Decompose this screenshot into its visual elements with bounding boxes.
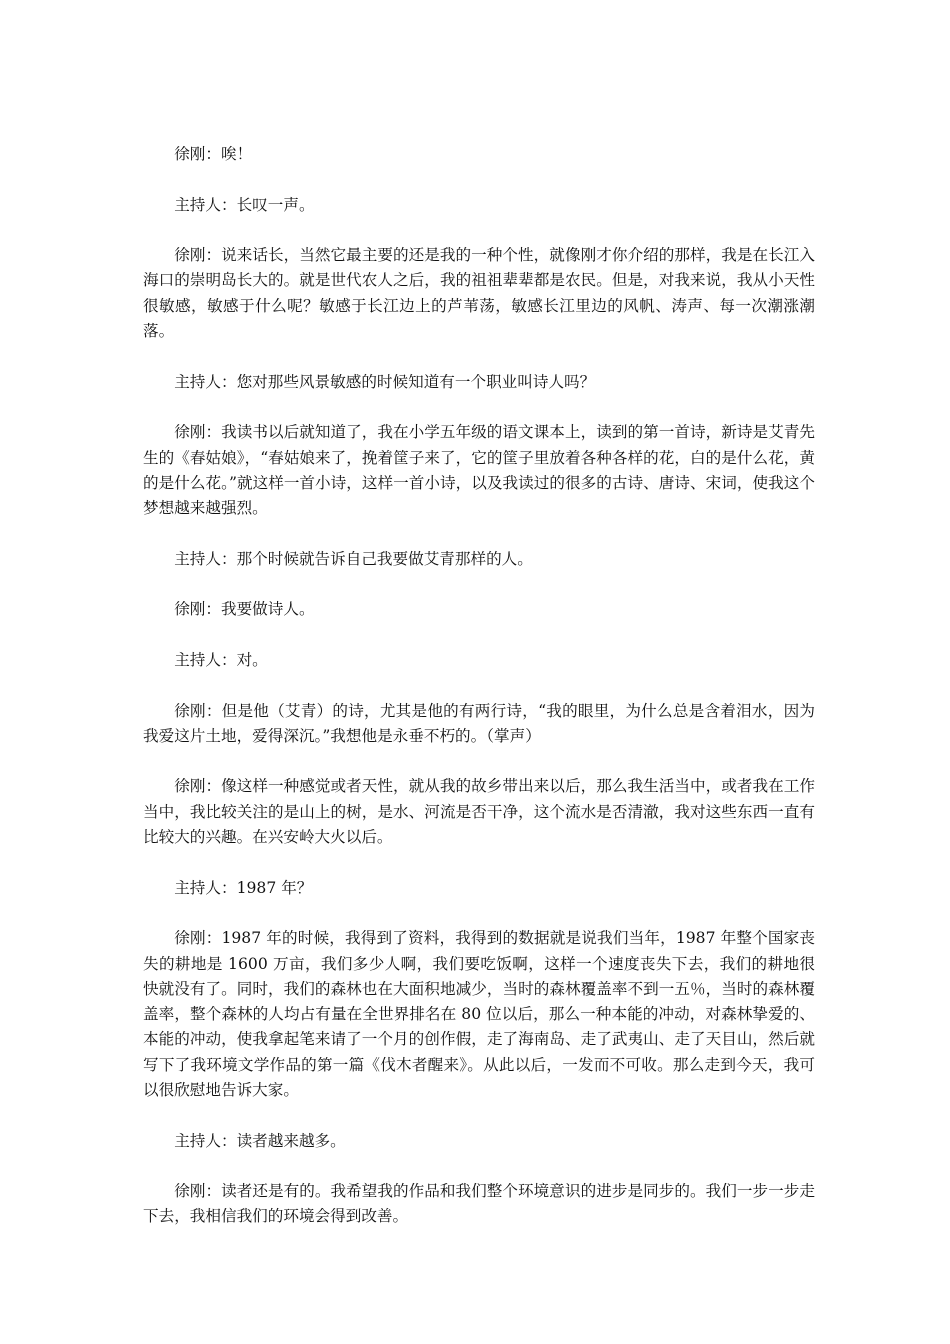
paragraph-4: 主持人：您对那些风景敏感的时候知道有一个职业叫诗人吗？ (174, 372, 596, 391)
paragraph-1: 徐刚：唉！ (174, 145, 253, 163)
paragraph-6: 主持人：那个时候就告诉自己我要做艾青那样的人。 (174, 549, 533, 568)
paragraph-2: 主持人：长叹一声。 (174, 195, 315, 214)
document-body (143, 142, 815, 1255)
paragraph-12: 徐刚：1987 年的时候，我得到了资料，我得到的数据就是说我们当年，1987 年整个国家丧失的耕地是 1600 万亩，我们多少人啊，我们要吃饭啊，这样一个速度丧失下去，我们的耕地很快就没有了。同时，我们的森林也在大面积地减少，当时的森林覆盖率不到一五％，当时的森林覆盖率，整个森林的人均占有量在全世界排名在 80 位以后，那么一种本能的冲动，对森林挚爱的、本能的冲动，使我拿起笔来请了一个月的创作假，走了海南岛、走了武夷山、走了天目山，然后就写下了我环境文学作品的第一篇《伐木者醒来》。从此以后，一发而不可收。那么走到今天，我可以很欣慰地告诉大家。 (143, 929, 815, 1099)
paragraph-8: 主持人：对。 (174, 650, 268, 669)
paragraph-13: 主持人：读者越来越多。 (174, 1131, 346, 1150)
paragraph-5: 徐刚：我读书以后就知道了，我在小学五年级的语文课本上，读到的第一首诗，新诗是艾青先生的《春姑娘》，“春姑娘来了，挽着筐子来了，它的筐子里放着各种各样的花，白的是什么花，黄的是什么花。”就这样一首小诗，这样一首小诗，以及我读过的很多的古诗、唐诗、宋词，使我这个梦想越来越强烈。 (143, 423, 815, 518)
paragraph-9: 徐刚：但是他（艾青）的诗，尤其是他的有两行诗，“我的眼里，为什么总是含着泪水，因为我爱这片土地，爱得深沉。”我想他是永垂不朽的。（掌声） (143, 701, 815, 745)
paragraph-10: 徐刚：像这样一种感觉或者天性，就从我的故乡带出来以后，那么我生活当中，或者我在工作当中，我比较关注的是山上的树，是水、河流是否干净，这个流水是否清澈，我对这些东西一直有比较大的兴趣。在兴安岭大火以后。 (143, 777, 815, 847)
paragraph-3: 徐刚：说来话长，当然它最主要的还是我的一种个性，就像刚才你介绍的那样，我是在长江入海口的崇明岛长大的。就是世代农人之后，我的祖祖辈辈都是农民。但是，对我来说，我从小天性很敏感，敏感于什么呢？敏感于长江边上的芦苇荡，敏感长江里边的风帆、涛声、每一次潮涨潮落。 (143, 246, 815, 341)
paragraph-11: 主持人：1987 年？ (174, 878, 313, 897)
paragraph-7: 徐刚：我要做诗人。 (174, 600, 315, 619)
paragraph-14: 徐刚：读者还是有的。我希望我的作品和我们整个环境意识的进步是同步的。我们一步一步走下去，我相信我们的环境会得到改善。 (143, 1182, 815, 1226)
